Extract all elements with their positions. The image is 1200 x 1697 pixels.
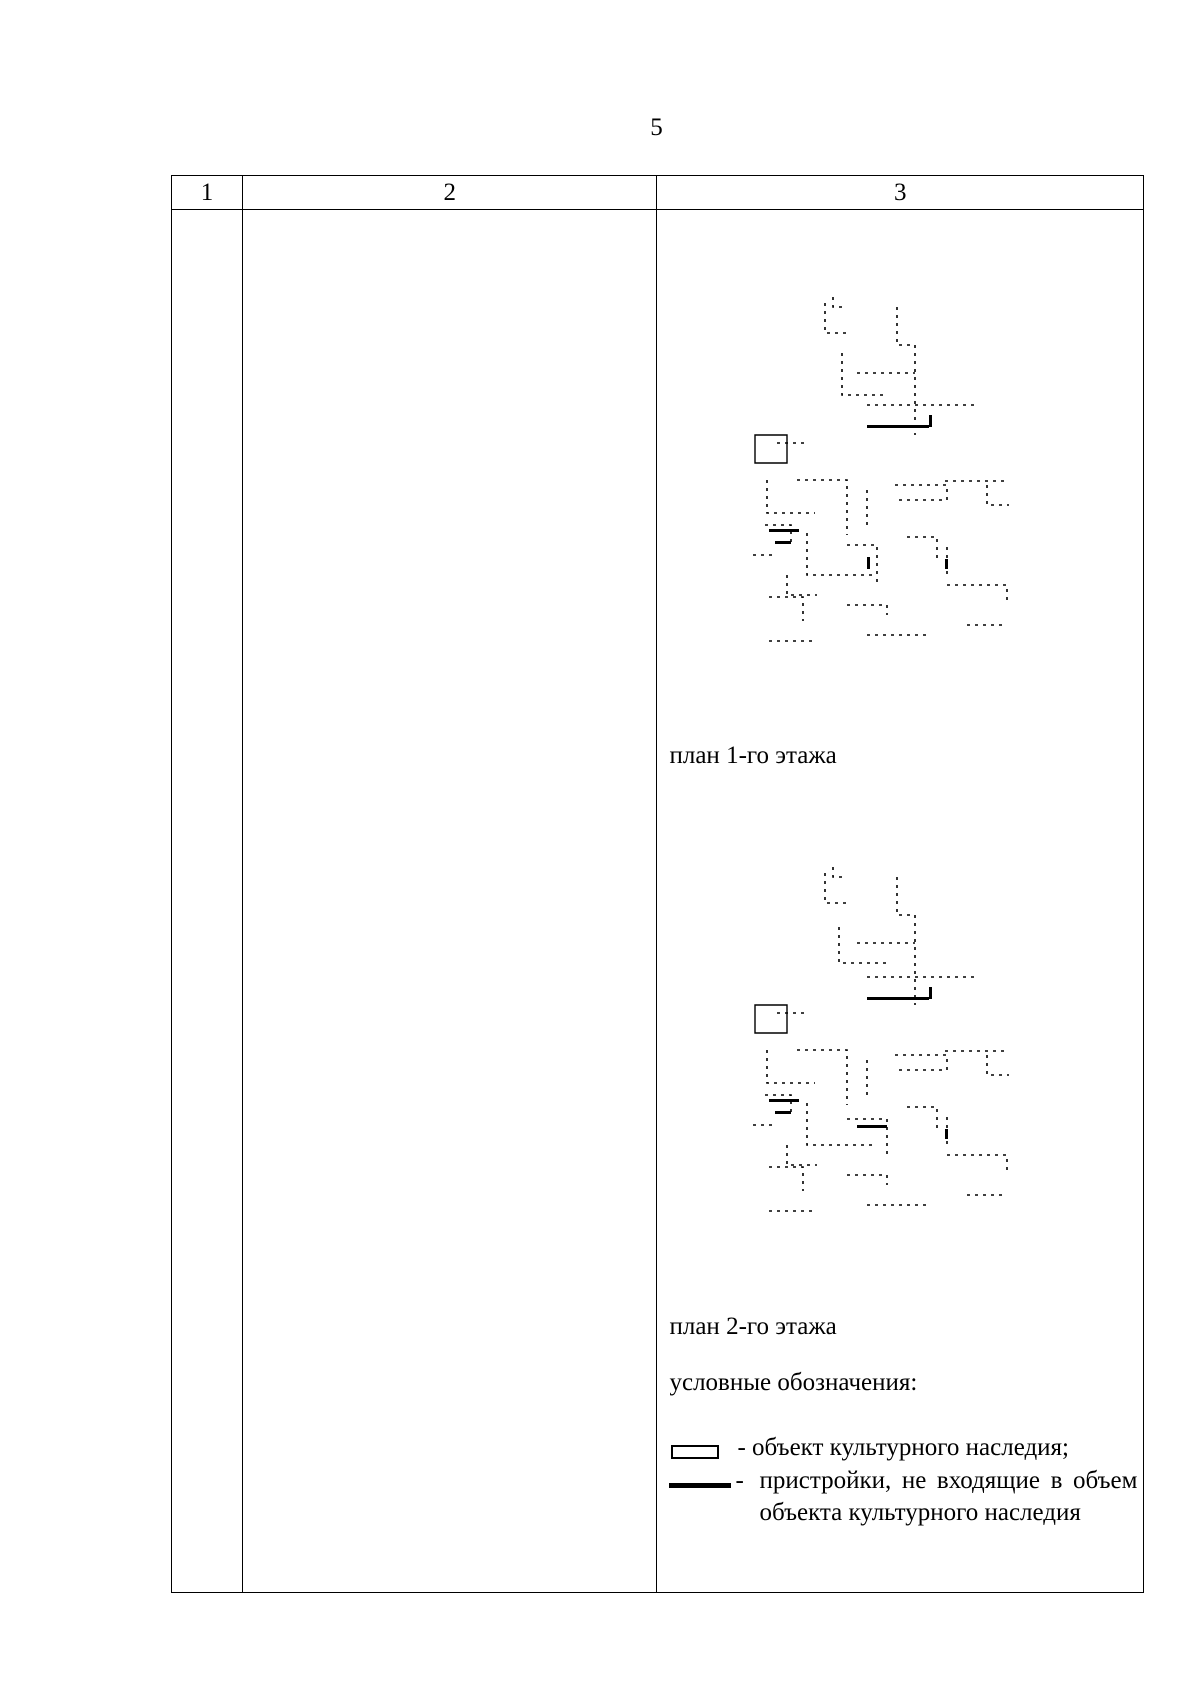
legend-item-label (737, 1465, 1137, 1529)
heritage-table (171, 175, 1144, 1593)
column-header-3: 3 (657, 176, 1144, 210)
table-body-row (172, 210, 1144, 1593)
thick-line-icon (669, 1483, 731, 1488)
second-floor-plan-drawing (747, 855, 1057, 1245)
first-floor-plan-caption: план 1-го этажа (669, 742, 837, 769)
legend-item-text: пристройки, не входящие в объем объекта культурного наследия (759, 1467, 1138, 1526)
column-header-1: 1 (172, 176, 243, 210)
cell-column-1 (172, 210, 243, 1593)
cell-column-3 (657, 210, 1144, 1593)
table-header-row (172, 176, 1144, 210)
second-floor-plan-image (747, 855, 1057, 1245)
second-floor-plan-caption: план 2-го этажа (669, 1313, 837, 1340)
legend-dash: - (735, 1467, 744, 1494)
page-number: 5 (650, 114, 663, 141)
column-header-2: 2 (243, 176, 657, 210)
cell-column-2 (243, 210, 657, 1593)
outline-rectangle-icon (671, 1445, 719, 1459)
first-floor-plan-image (747, 285, 1057, 675)
legend-item-label: - объект культурного наследия; (737, 1434, 1070, 1461)
legend-title: условные обозначения: (669, 1369, 918, 1396)
first-floor-plan-drawing (747, 285, 1057, 675)
